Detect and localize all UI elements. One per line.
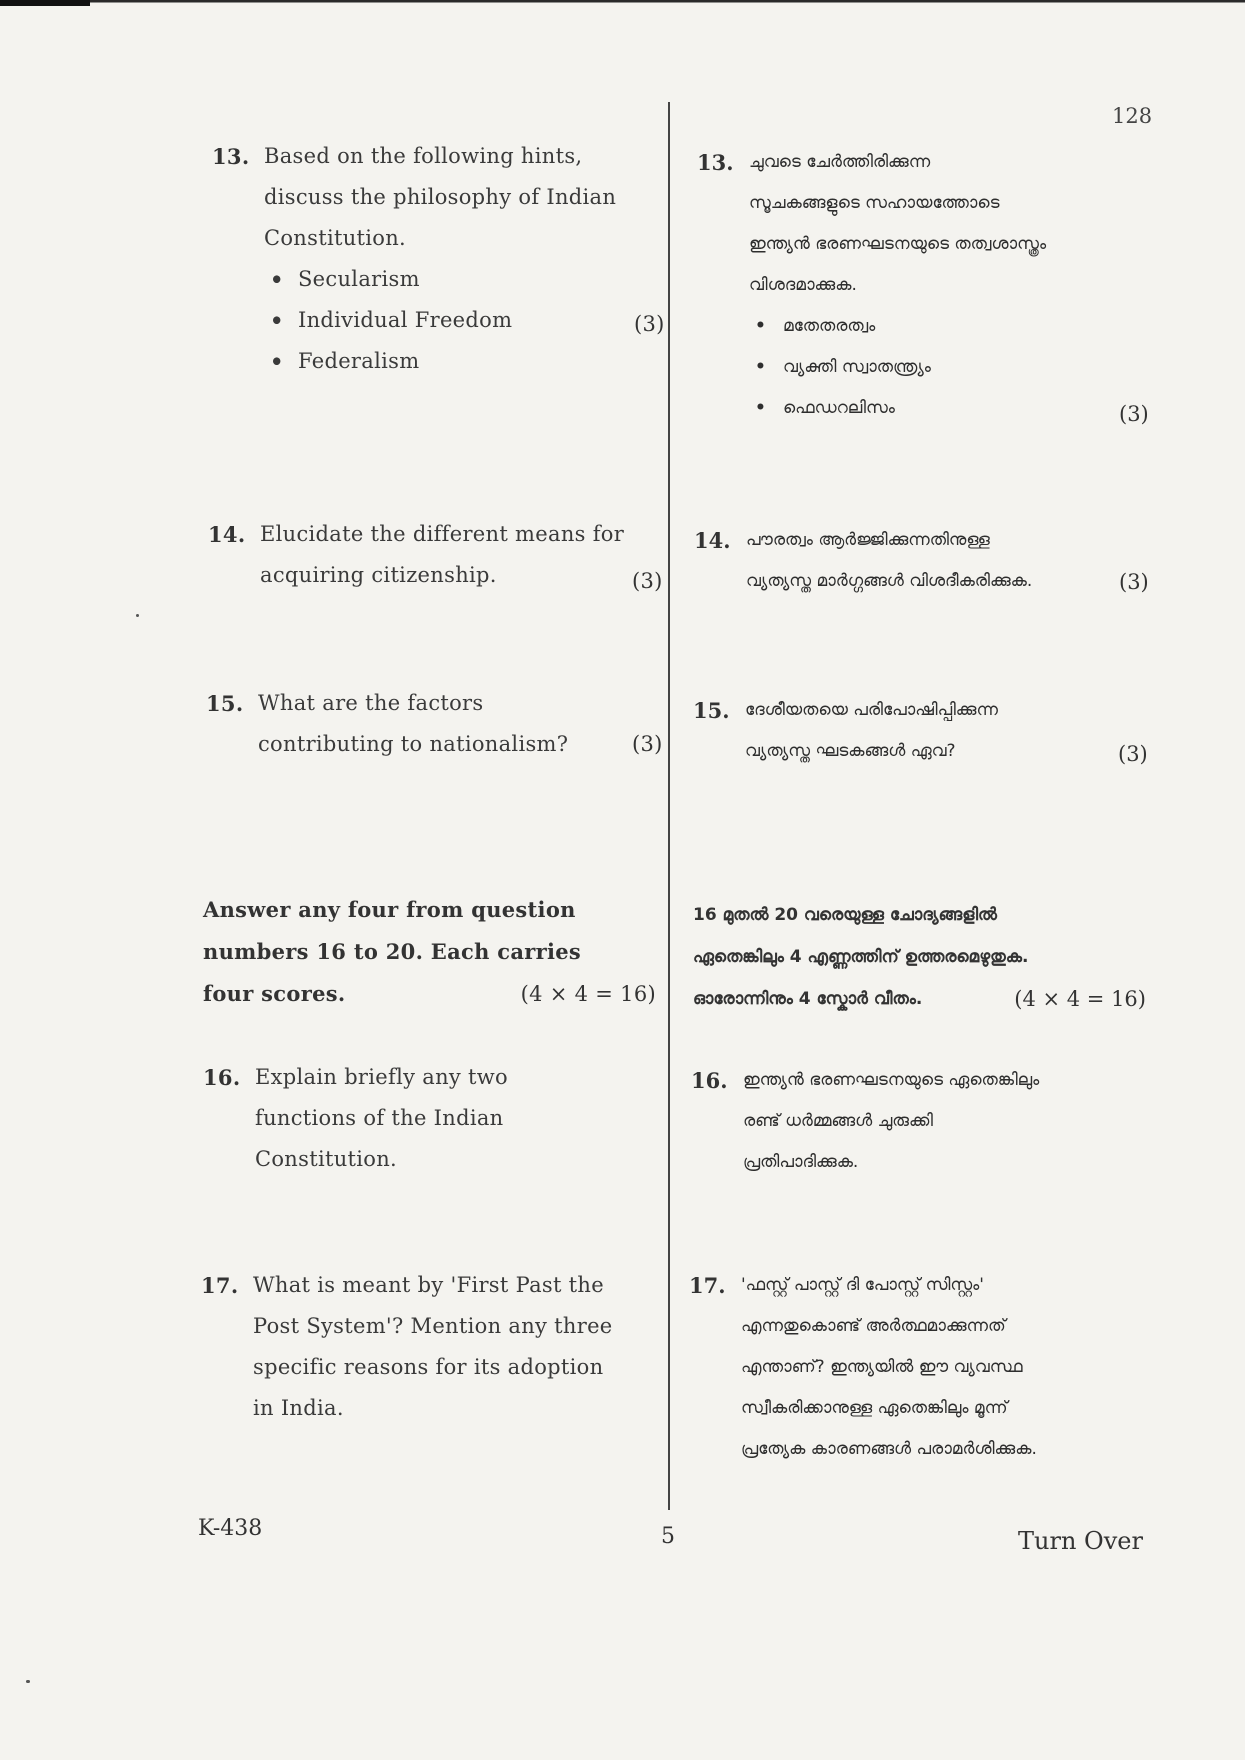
word: the — [365, 691, 401, 715]
marks: (3) — [634, 312, 665, 336]
instruction-line: four scores. — [203, 981, 346, 1006]
question-text-line: Constitution. — [264, 226, 407, 250]
hint-item: • വ്യക്തി സ്വാതന്ത്ര്യം — [749, 347, 1094, 388]
question-number: 13. — [212, 144, 250, 169]
question-text-line: ഇന്ത്യൻ ഭരണഘടനയുടെ ഏതെങ്കിലും — [743, 1070, 1040, 1090]
top-corner-mark — [0, 0, 90, 6]
section-instruction-en — [203, 889, 656, 1015]
word: ചുരുക്കി — [877, 1111, 933, 1131]
footer-page-number: 5 — [661, 1524, 675, 1549]
word: briefly — [344, 1065, 416, 1089]
section-instruction-ml — [693, 894, 1146, 1020]
scan-speck — [26, 1680, 30, 1683]
question-text-line: പ്രതിപാദിക്കുക. — [743, 1152, 859, 1172]
question-number: 15. — [693, 698, 730, 723]
hint-item: • Federalism — [264, 341, 664, 382]
question-16-ml — [691, 1060, 1146, 1190]
marks: (3) — [1118, 742, 1148, 766]
total-scores: (4 × 4 = 16) — [1014, 987, 1146, 1011]
marks: (3) — [632, 732, 663, 756]
question-text-line — [258, 683, 608, 724]
scan-speck — [136, 614, 139, 617]
word: Explain — [255, 1065, 338, 1089]
word: ധർമ്മങ്ങൾ — [785, 1111, 873, 1131]
word: ദേശീയതയെ — [745, 700, 848, 720]
question-text-line: Based on the following hints, — [264, 144, 583, 168]
question-text-line: എന്താണ്? ഇന്ത്യയിൽ ഈ വ്യവസ്ഥ — [741, 1357, 1023, 1377]
column-divider — [668, 102, 670, 1510]
question-number: 17. — [689, 1273, 726, 1298]
page-number: 128 — [1112, 104, 1153, 128]
instruction-line: ഏതെങ്കിലും 4 എണ്ണത്തിന് ഉത്തരമെഴുതുക. — [693, 947, 1029, 967]
question-text-line: What is meant by 'First Past the — [253, 1273, 604, 1297]
question-17-en — [201, 1265, 661, 1435]
question-text-line: ഇന്ത്യൻ ഭരണഘടനയുടെ തത്വശാസ്ത്രം — [749, 234, 1047, 254]
question-15-ml — [693, 690, 1148, 780]
question-text-line: എന്നതുകൊണ്ട് അർത്ഥമാക്കുന്നത് — [741, 1316, 1006, 1336]
question-text-line: സ്വീകരിക്കാനുള്ള ഏതെങ്കിലും മൂന്ന് — [741, 1398, 1008, 1418]
hint-item: • മതേതരത്വം — [749, 306, 1094, 347]
question-number: 16. — [691, 1068, 728, 1093]
question-text-line: വ്യത്യസ്ത ഘടകങ്ങൾ ഏവ? — [745, 741, 956, 761]
top-edge-line — [0, 0, 1245, 8]
word: പരിപോഷിപ്പിക്കുന്ന — [853, 700, 998, 720]
question-number: 14. — [208, 522, 246, 547]
question-text-line: 'ഫസ്റ്റ് പാസ്റ്റ് ദി പോസ്റ്റ് സിസ്റ്റം' — [741, 1275, 984, 1295]
question-text-line — [746, 520, 1094, 561]
question-number: 14. — [694, 528, 731, 553]
question-text-line: contributing to nationalism? — [258, 732, 569, 756]
word: of — [363, 1106, 385, 1130]
question-text-line: Constitution. — [255, 1147, 398, 1171]
hint-list — [264, 259, 664, 382]
total-scores: (4 × 4 = 16) — [520, 982, 656, 1006]
question-number: 17. — [201, 1273, 239, 1298]
question-text-line — [743, 1101, 1088, 1142]
exam-code: K-438 — [198, 1516, 263, 1541]
question-15-en — [206, 683, 666, 773]
instruction-line: numbers 16 to 20. Each carries — [203, 939, 582, 964]
question-number: 15. — [206, 691, 244, 716]
word: What — [258, 691, 316, 715]
word: ചേർത്തിരിക്കുന്ന — [806, 152, 931, 172]
question-text-line: Elucidate the different means for — [260, 522, 625, 546]
question-13-ml — [697, 142, 1147, 432]
question-text-line: പ്രത്യേക കാരണങ്ങൾ പരാമർശിക്കുക. — [741, 1439, 1037, 1459]
question-text-line: acquiring citizenship. — [260, 563, 497, 587]
word: സൂചകങ്ങളുടെ — [749, 193, 860, 213]
word: ആർജ്ജിക്കുന്നതിനുള്ള — [818, 530, 990, 550]
question-text-line — [255, 1098, 602, 1139]
instruction-line: 16 മുതൽ 20 വരെയുള്ള ചോദ്യങ്ങളിൽ — [693, 905, 997, 925]
hint-item: • Individual Freedom — [264, 300, 664, 341]
marks: (3) — [1119, 570, 1149, 594]
turn-over-label: Turn Over — [1018, 1527, 1143, 1555]
question-16-en — [203, 1057, 663, 1187]
word: സഹായത്തോടെ — [865, 193, 1000, 213]
question-14-en — [208, 514, 666, 604]
word: two — [468, 1065, 509, 1089]
word: any — [422, 1065, 462, 1089]
question-13-en — [212, 136, 667, 376]
marks: (3) — [632, 569, 663, 593]
question-text-line: discuss the philosophy of Indian — [264, 185, 617, 209]
word: രണ്ട് — [743, 1111, 780, 1131]
word: ചുവടെ — [749, 152, 801, 172]
word: factors — [407, 691, 484, 715]
question-text-line — [749, 142, 1094, 183]
question-14-ml — [694, 520, 1149, 610]
question-number: 13. — [697, 150, 734, 175]
word: functions — [255, 1106, 357, 1130]
word: Indian — [433, 1106, 504, 1130]
hint-list — [749, 306, 1094, 429]
question-text-line: specific reasons for its adoption — [253, 1355, 604, 1379]
question-text-line: വ്യത്യസ്ത മാർഗ്ഗങ്ങൾ വിശദീകരിക്കുക. — [746, 571, 1033, 591]
question-text-line — [749, 183, 1094, 224]
instruction-line: Answer any four from question — [203, 897, 576, 922]
hint-item: • Secularism — [264, 259, 664, 300]
question-text-line — [745, 690, 1093, 731]
question-text-line: വിശദമാക്കുക. — [749, 275, 857, 295]
word: പൗരത്വം — [746, 530, 813, 550]
question-text-line: Post System'? Mention any three — [253, 1314, 613, 1338]
word: the — [391, 1106, 427, 1130]
question-17-ml — [689, 1265, 1144, 1475]
word: are — [322, 691, 359, 715]
question-number: 16. — [203, 1065, 241, 1090]
question-text-line: in India. — [253, 1396, 344, 1420]
marks: (3) — [1119, 402, 1149, 426]
instruction-line: ഓരോന്നിനും 4 സ്കോർ വീതം. — [693, 989, 923, 1009]
hint-item: • ഫെഡറലിസം — [749, 388, 1094, 429]
question-text-line — [255, 1057, 602, 1098]
